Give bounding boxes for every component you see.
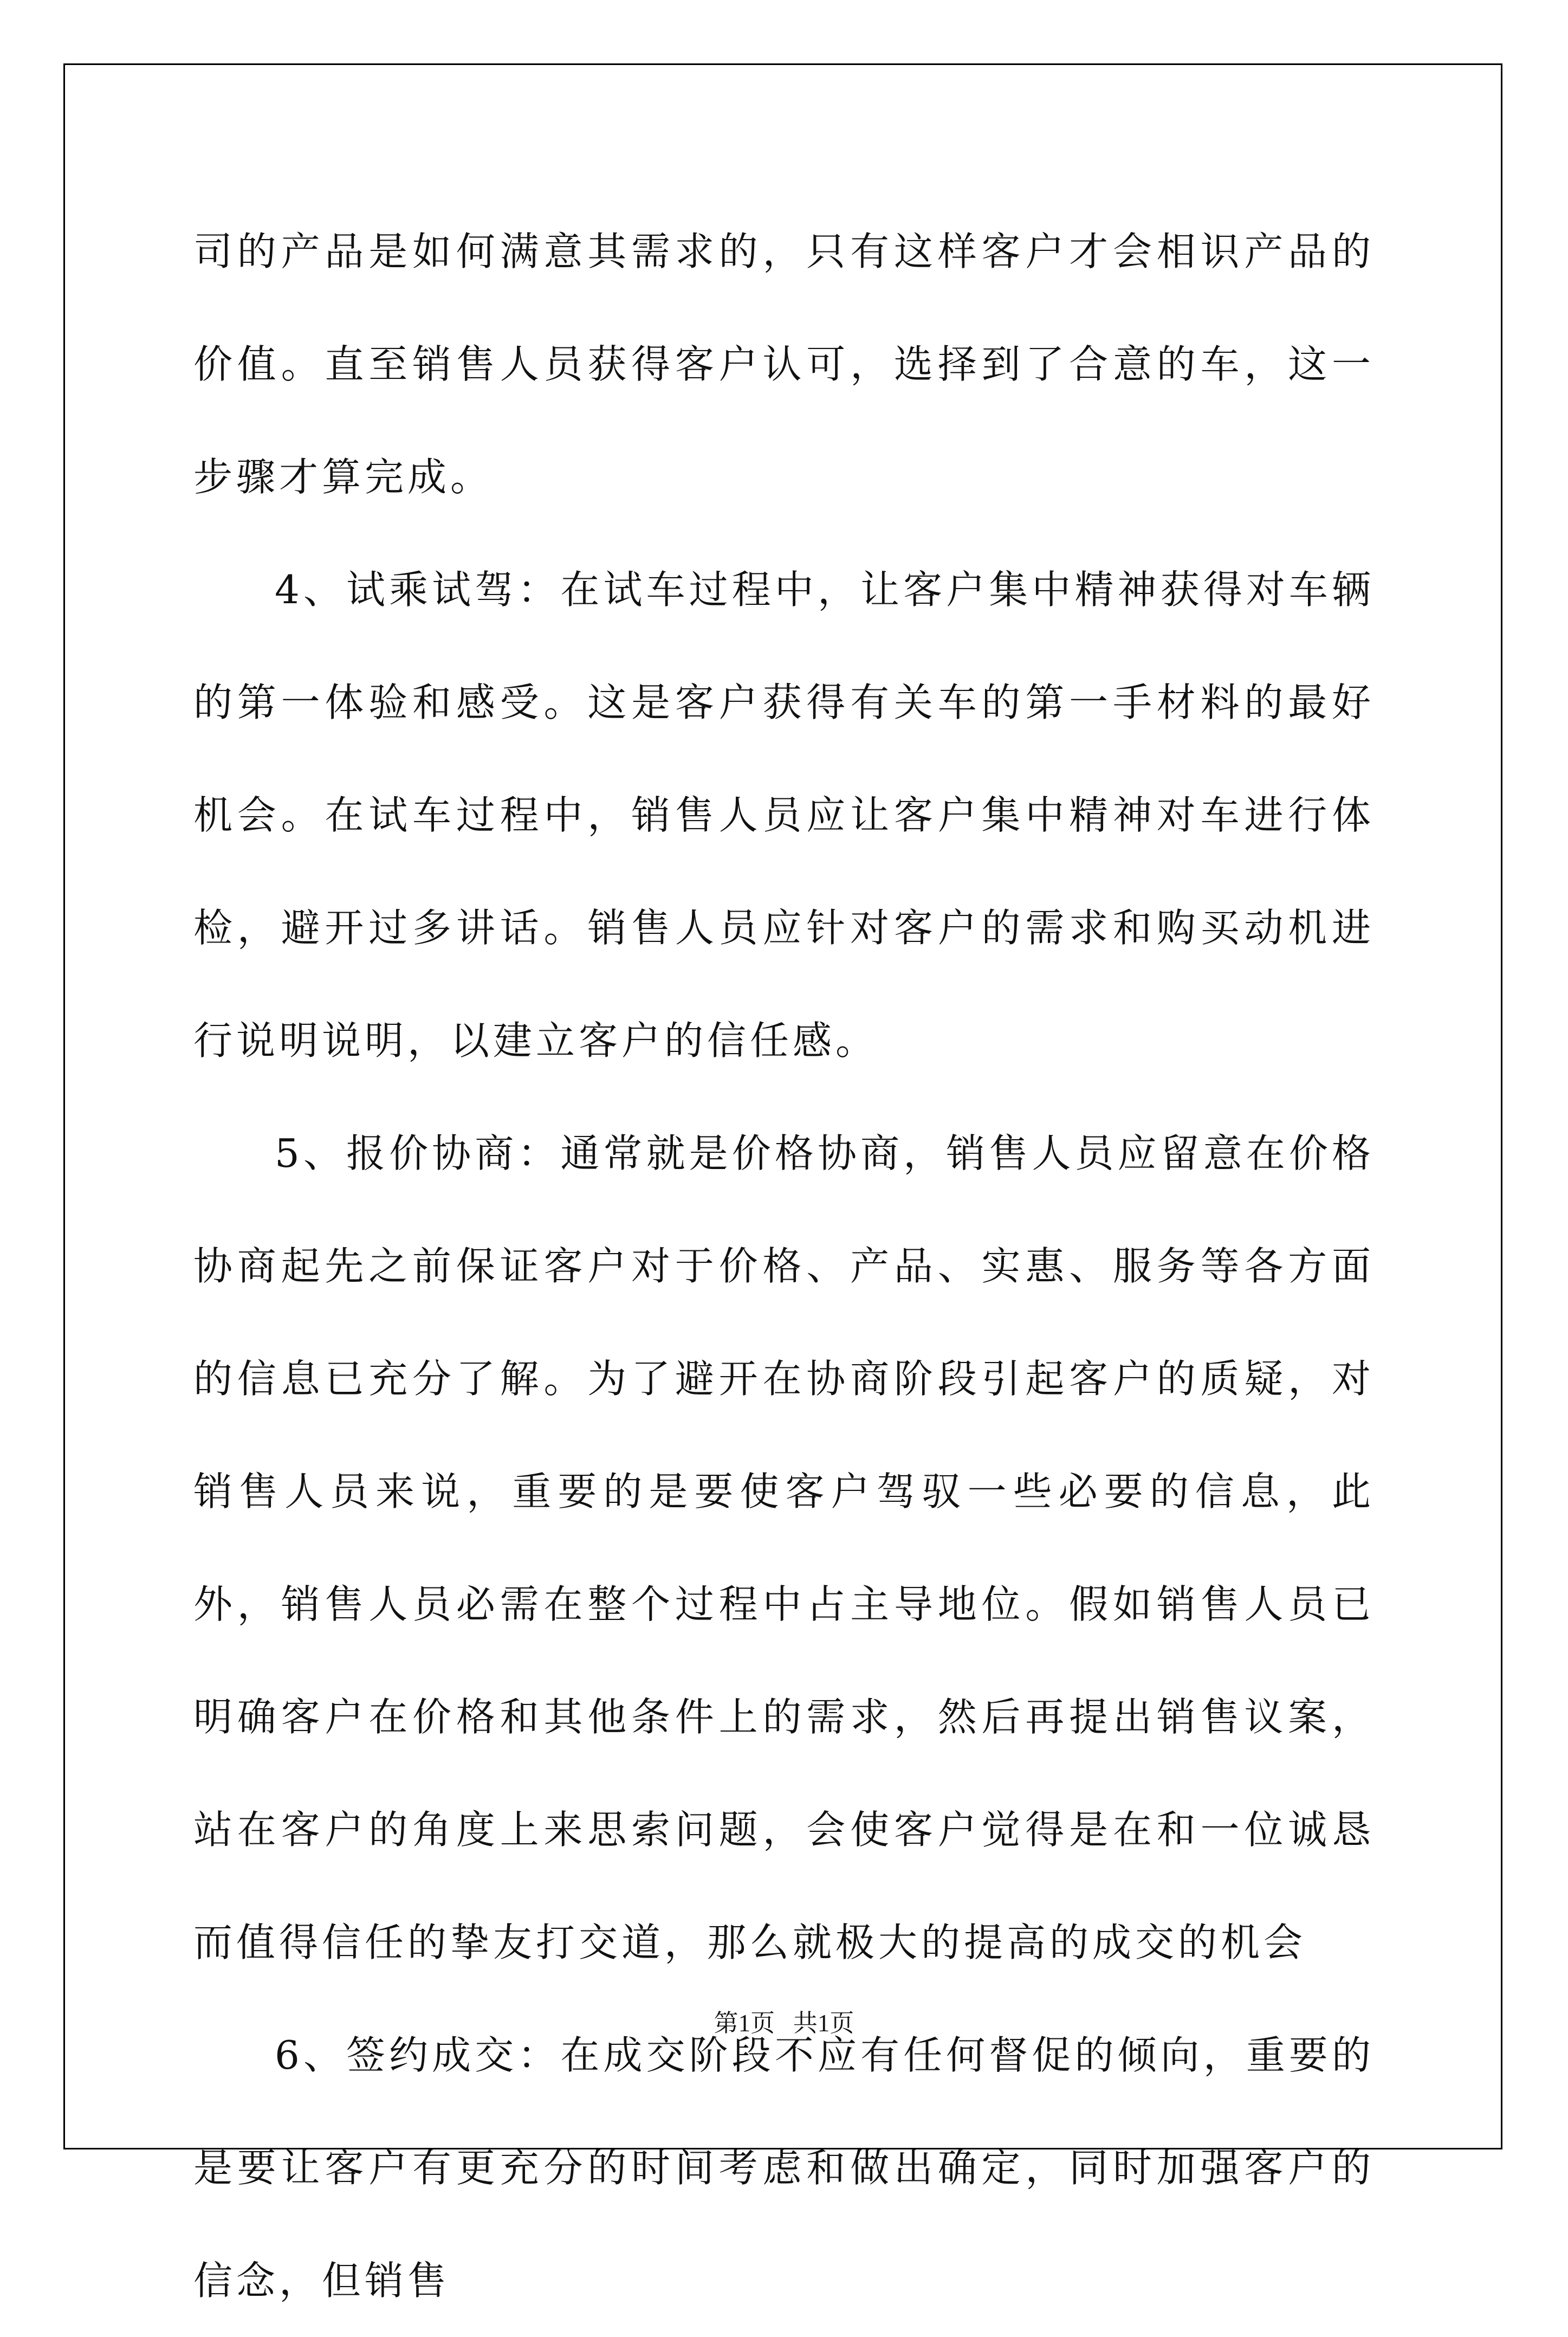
- paragraph-continuation: 司的产品是如何满意其需求的，只有这样客户才会相识产品的价值。直至销售人员获得客户认可，选择到了合意的车，这一步骤才算完成。: [193, 229, 1375, 500]
- paragraph-test-drive: 4、试乘试驾：在试车过程中，让客户集中精神获得对车辆的第一体验和感受。这是客户获得有关车的第一手材料的最好机会。在试车过程中，销售人员应让客户集中精神对车进行体检，避开过多讲话。销售人员应针对客户的需求和购买动机进行说明说明，以建立客户的信任感。: [193, 567, 1375, 1063]
- page-footer: 第1页 共1页: [714, 2010, 854, 2037]
- paragraph-price-negotiation: 5、报价协商：通常就是价格协商，销售人员应留意在价格协商起先之前保证客户对于价格、产品、实惠、服务等各方面的信息已充分了解。为了避开在协商阶段引起客户的质疑，对销售人员来说，重要的是要使客户驾驭一些必要的信息，此外，销售人员必需在整个过程中占主导地位。假如销售人员已明确客户在价格和其他条件上的需求，然后再提出销售议案，站在客户的角度上来思索问题，会使客户觉得是在和一位诚恳而值得信任的挚友打交道，那么就极大的提高的成交的机会: [193, 1131, 1375, 1965]
- paragraph-signing: 6、签约成交：在成交阶段不应有任何督促的倾向，重要的是要让客户有更充分的时间考虑和做出确定，同时加强客户的信念，但销售: [193, 2032, 1375, 2303]
